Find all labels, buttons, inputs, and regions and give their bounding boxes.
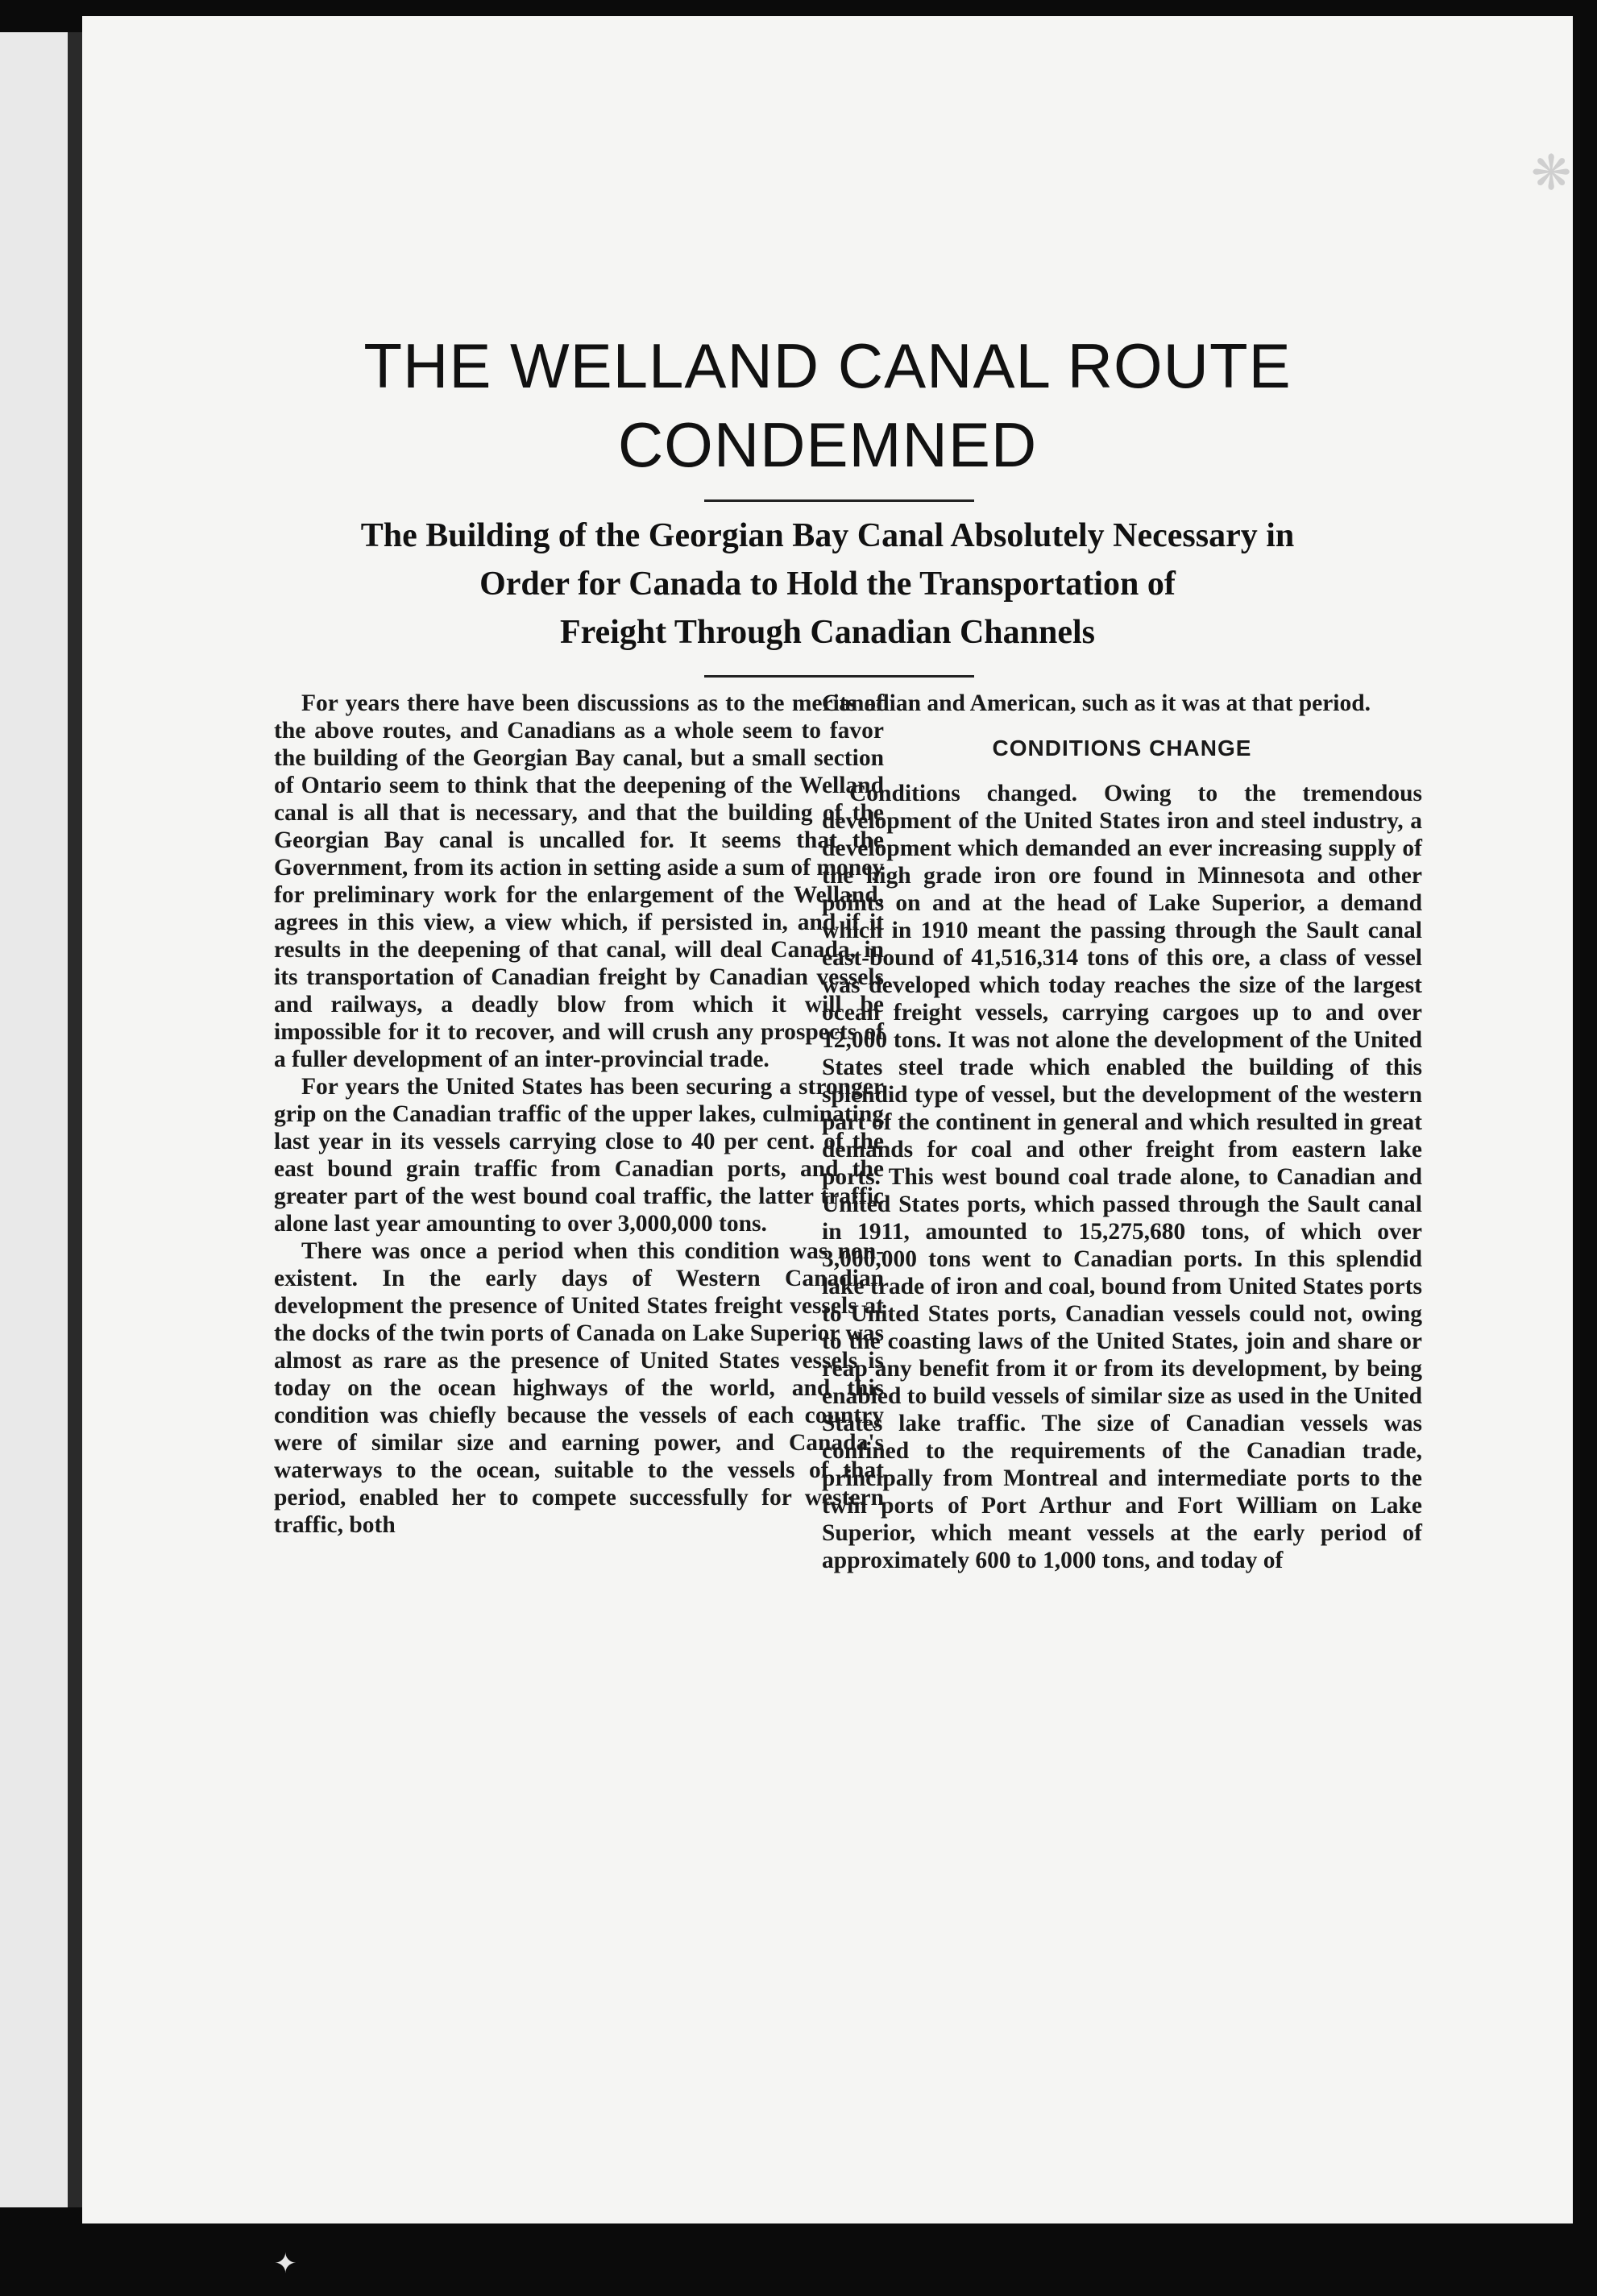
subtitle-divider-rule	[704, 675, 974, 678]
facing-page-edge	[0, 32, 77, 2207]
section-heading: CONDITIONS CHANGE	[992, 736, 1252, 760]
paragraph: There was once a period when this condition was non-existent. In the early days of Western Canadian development the presence of United States freight vessels at the docks of the twin ports of Canada on Lake Superior was almost as rare as the presence of United States vessels is today on the ocean highways of the world, and this condition was chiefly because the vessels of each country were of similar size and earning power, and Canada's waterways to the ocean, suitable to the vessels of that period, enabled her to compete successfully for western traffic, both	[274, 1238, 884, 1538]
document-page	[82, 16, 1573, 2223]
title-line-2: CONDEMNED	[617, 409, 1038, 480]
paragraph: Conditions changed. Owing to the tremendous development of the United States iron and steel industry, a development which demanded an ever increasing supply of the high grade iron ore found in Minnesota and other points on and at the head of Lake Superior, a demand which in 1910 meant the passing through the Sault canal east-bound of 41,516,314 tons of this ore, a class of vessel was developed which today reaches the size of the largest ocean freight vessels, carrying cargoes up to and over 12,000 tons. It was not alone the development of the United States steel trade which enabled the building of this splendid type of vessel, but the development of the western part of the continent in general and which resulted in great demands for coal and other freight from eastern lake ports. This west bound coal trade alone, to Canadian and United States ports, which passed through the Sault canal in 1911, amounted to 15,275,680 tons, of which over 3,000,000 tons went to Canadian ports. In this splendid lake trade of iron and coal, bound from United States ports to United States ports, Canadian vessels could not, owing to the coasting laws of the United States, join and share or reap any benefit from it or from its development, by being enabled to build vessels of similar size as used in the United States lake traffic. The size of Canadian vessels was confined to the requirements of the Canadian trade, principally from Montreal and intermediate ports to the twin ports of Port Arthur and Fort William on Lake Superior, which meant vessels at the early period of approximately 600 to 1,000 tons, and today of	[822, 781, 1422, 1573]
scan-artifact-icon: ✦	[274, 2248, 297, 2280]
paragraph: For years the United States has been securing a stronger grip on the Canadian traffic of the upper lakes, culminating last year in its vessels carrying close to 40 per cent. of the east bound grain traffic from Canadian ports, and the greater part of the west bound coal traffic, the latter traffic alone last year amounting to over 3,000,000 tons.	[274, 1074, 884, 1237]
page-gutter	[68, 32, 82, 2207]
scan-artifact-icon: ❋	[1531, 145, 1572, 201]
left-text-column	[274, 690, 884, 1539]
subtitle-line-1: The Building of the Georgian Bay Canal Absolutely Necessary in	[360, 517, 1295, 554]
paragraph-continuation: Canadian and American, such as it was at that period.	[822, 690, 1371, 716]
article-title	[82, 326, 1573, 484]
subtitle-line-2: Order for Canada to Hold the Transportation of	[479, 566, 1176, 603]
paragraph: For years there have been discussions as to the merits of the above routes, and Canadians as a whole seem to favor the building of the Georgian Bay canal, but a small section of Ontario seem to think that the deepening of the Welland canal is all that is necessary, and that the building of the Georgian Bay canal is uncalled for. It seems that the Government, from its action in setting aside a sum of money for preliminary work for the enlargement of the Welland, agrees in this view, a view which, if persisted in, and if it results in the deepening of that canal, will deal Canada, in its transportation of Canadian freight by Canadian vessels and railways, a deadly blow from which it will be impossible for it to recover, and will crush any prospects of a fuller development of an inter-provincial trade.	[274, 690, 884, 1072]
article-subtitle	[243, 512, 1412, 657]
title-divider-rule	[704, 499, 974, 502]
right-text-column	[822, 690, 1422, 1574]
title-line-1: THE WELLAND CANAL ROUTE	[363, 330, 1292, 401]
subtitle-line-3: Freight Through Canadian Channels	[559, 614, 1096, 651]
